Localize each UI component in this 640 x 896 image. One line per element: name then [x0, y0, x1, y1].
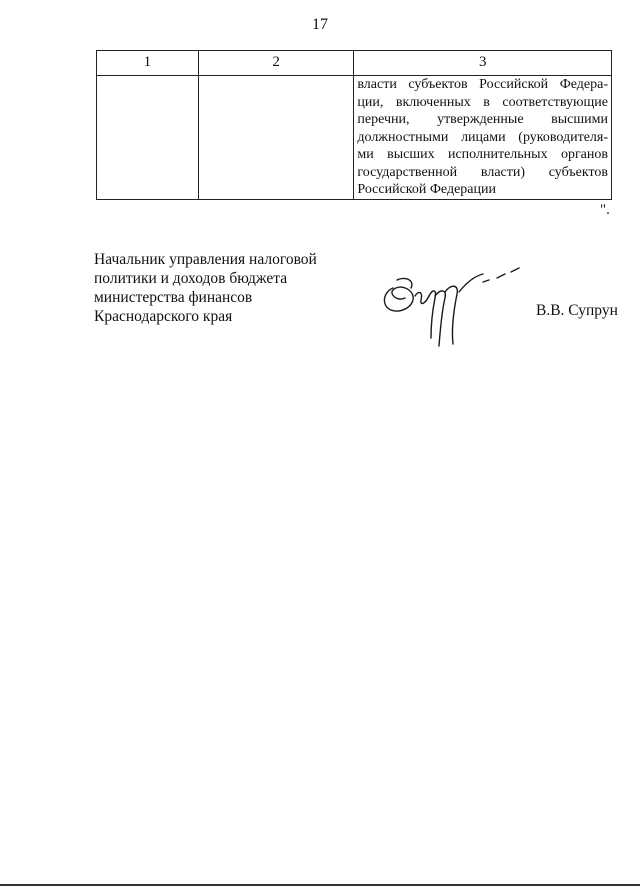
table-header-row [97, 51, 612, 76]
closing-quote: ". [600, 202, 610, 218]
document-table [96, 50, 612, 200]
table-cell-col2 [198, 76, 354, 200]
signatory-title-line: политики и доходов бюджета [94, 270, 288, 287]
table-cell-col3 [354, 76, 612, 200]
table-row [97, 76, 612, 200]
signatory-title-line: Начальник управления налоговой [94, 251, 317, 268]
page-number: 17 [312, 16, 328, 33]
signatory-name: В.В. Супрун [536, 302, 618, 319]
table-cell-line: Российской Федерации [357, 182, 496, 197]
table-header-cell: 3 [354, 51, 612, 76]
table-header-cell: 1 [97, 51, 199, 76]
table-cell-line: государственной власти) субъектов [357, 164, 608, 180]
signatory-title-line: министерства финансов [94, 289, 253, 306]
bottom-divider [0, 884, 640, 886]
signatory-title [94, 250, 317, 326]
table-cell-line: должностными лицами (руководителя- [357, 129, 608, 145]
table-cell-line: ми высших исполнительных органов [357, 147, 608, 162]
table-cell-line: перечни, утвержденные высшими [357, 112, 608, 127]
handwritten-signature [375, 262, 535, 352]
table-cell-col1 [97, 76, 199, 200]
table-cell-line: ции, включенных в соответствующие [357, 94, 608, 110]
table-cell-line: власти субъектов Российской Федера- [357, 77, 608, 92]
signatory-title-line: Краснодарского края [94, 308, 233, 325]
table-header-cell: 2 [198, 51, 354, 76]
